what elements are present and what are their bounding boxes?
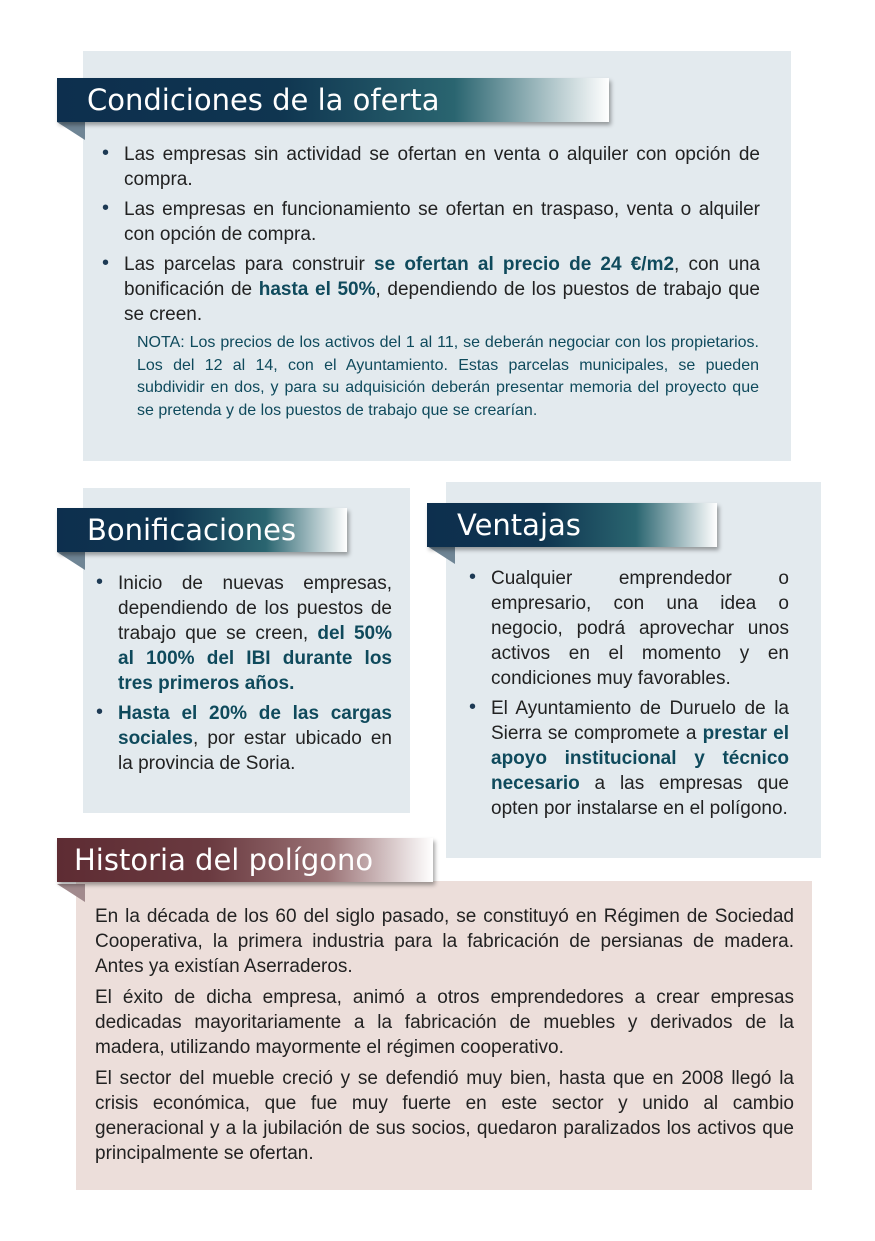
ventajas-banner-fold — [427, 546, 455, 564]
list-item-text: El Ayuntamiento de Duruelo de la Sierra se compromete a — [491, 698, 789, 744]
bonificaciones-list — [96, 571, 392, 781]
historia-paragraph: En la década de los 60 del siglo pasado, se constituyó en Régimen de Sociedad Cooperativa, la primera industria para la fabricación de persianas de madera. Antes ya existían Aserraderos. — [95, 906, 794, 977]
list-item — [469, 696, 790, 821]
list-item-text: , por estar ubicado en la provincia de Soria. — [118, 728, 392, 774]
historia-paragraph: El sector del mueble creció y se defendió muy bien, hasta que en 2008 llegó la crisis económica, que fue muy fuerte en este sector y unido al cambio generacional y a la jubilación de sus socios, quedaron paralizados los activos que principalmente se ofertan. — [95, 1068, 794, 1164]
historia-paragraph: El éxito de dicha empresa, animó a otros emprendedores a crear empresas dedicadas mayoritariamente a la fabricación de muebles y derivados de la madera, utilizando mayormente el régimen cooperativo. — [95, 987, 794, 1058]
condiciones-title: Condiciones de la oferta — [57, 78, 609, 122]
bonificaciones-banner-fold — [57, 552, 85, 570]
condiciones-note: NOTA: Los precios de los activos del 1 al 11, se deberán negociar con los propietarios. Los del 12 al 14, con el Ayuntamiento. Estas parcelas municipales, se pueden subdividir en dos, y para su adquisición deberán presentar memoria del proyecto que se pretenda y de los puestos de trabajo que se crearían. — [137, 334, 759, 419]
list-item — [96, 701, 392, 776]
list-item-text: Las empresas en funcionamiento se ofertan en traspaso, venta o alquiler con opción de compra. — [124, 199, 760, 245]
bullet-icon: • — [96, 701, 104, 723]
list-item-text: , dependiendo de los puestos de trabajo que se creen. — [124, 279, 760, 325]
list-item-text: a las empresas que opten por instalarse en el polígono. — [491, 773, 789, 819]
historia-title: Historia del polígono — [57, 838, 433, 882]
list-item — [102, 142, 760, 192]
bullet-icon: • — [469, 696, 477, 718]
apoyo-highlight: prestar el apoyo institucional y técnico necesario — [491, 723, 790, 794]
bonificaciones-title: Bonificaciones — [57, 508, 347, 552]
bullet-icon: • — [102, 142, 110, 164]
cargas-highlight: Hasta el 20% de las cargas sociales — [118, 703, 392, 749]
ibi-highlight: del 50% al 100% del IBI durante los tres primeros años. — [118, 623, 392, 694]
historia-banner-fold — [57, 884, 85, 902]
discount-highlight: hasta el 50% — [258, 279, 376, 300]
bullet-icon: • — [96, 571, 104, 593]
list-item-text: Cualquier emprendedor o empresario, con una idea o negocio, podrá aprovechar unos activos en el momento y en condiciones muy favorables. — [491, 568, 789, 689]
bullet-icon: • — [102, 252, 110, 274]
list-item — [102, 197, 760, 247]
ventajas-title: Ventajas — [427, 503, 717, 547]
condiciones-banner-fold — [57, 122, 85, 140]
bullet-icon: • — [102, 197, 110, 219]
list-item-text: , con una bonificación de — [124, 254, 760, 300]
ventajas-list — [469, 566, 790, 826]
list-item-text: Las parcelas para construir — [124, 254, 375, 275]
list-item — [469, 566, 789, 691]
list-item — [96, 571, 392, 696]
list-item-text: Inicio de nuevas empresas, dependiendo de los puestos de trabajo que se creen, — [118, 573, 392, 644]
list-item — [102, 252, 760, 327]
bullet-icon: • — [469, 566, 477, 588]
list-item-text: Las empresas sin actividad se ofertan en venta o alquiler con opción de compra. — [124, 144, 760, 190]
historia-body — [95, 904, 794, 1172]
price-highlight: se ofertan al precio de 24 €/m2 — [374, 254, 675, 275]
condiciones-list — [102, 142, 760, 332]
